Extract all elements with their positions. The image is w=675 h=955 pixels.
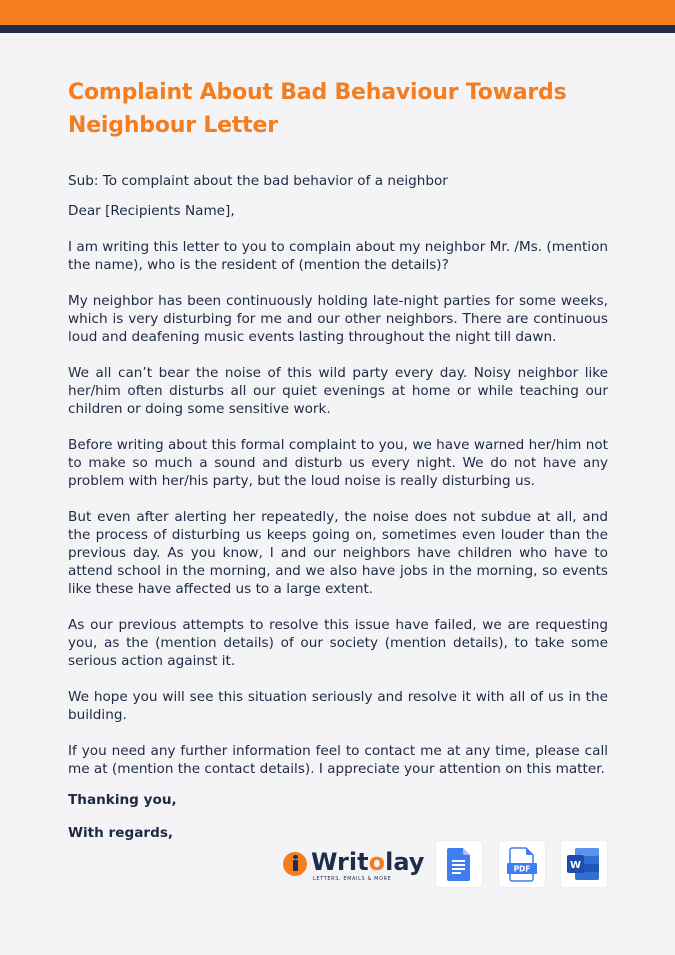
svg-text:W: W xyxy=(569,860,582,871)
letter-paragraph: If you need any further information feel to contact me at any time, please call me at (mention the contact details). I appreciate your attention on this matter. xyxy=(68,743,608,777)
header-navy-bar xyxy=(0,25,675,33)
letter-paragraph: Before writing about this formal complaint to you, we have warned her/him not to make so much a sound and disturb us every night. We do not have any problem with her/his party, but the loud noise is really disturbing us. xyxy=(68,437,608,489)
header-accent-bar xyxy=(0,0,675,25)
letter-closing: Thanking you, xyxy=(68,792,177,808)
letter-title: Complaint About Bad Behaviour Towards Neighbour Letter xyxy=(68,80,567,138)
letter-paragraph: I am writing this letter to you to complain about my neighbor Mr. /Ms. (mention the name), who is the resident of (mention the details)? xyxy=(68,239,608,273)
svg-text:PDF: PDF xyxy=(513,864,531,874)
word-icon xyxy=(561,841,607,887)
google-docs-icon xyxy=(436,841,482,887)
google-docs-download-button[interactable] xyxy=(436,841,482,887)
letter-body xyxy=(68,76,608,842)
letter-subject: Sub: To complaint about the bad behavior of a neighbor xyxy=(68,173,448,189)
brand-tagline: LETTERS, EMAILS & MORE xyxy=(313,876,392,882)
writolay-logo[interactable] xyxy=(283,848,425,882)
brand-name: Writolay xyxy=(311,848,425,876)
pdf-download-button[interactable] xyxy=(499,841,545,887)
letter-paragraph: My neighbor has been continuously holding late-night parties for some weeks, which is very disturbing for me and our other neighbors. There are continuous loud and deafening music events lasting throughout the night till dawn. xyxy=(68,293,608,345)
word-download-button[interactable] xyxy=(561,841,607,887)
letter-greeting: Dear [Recipients Name], xyxy=(68,203,235,219)
letter-paragraph: As our previous attempts to resolve this issue have failed, we are requesting you, as the (mention details) of our society (mention details), to take some serious action against it. xyxy=(68,617,608,669)
pdf-icon xyxy=(499,841,545,887)
letter-signoff: With regards, xyxy=(68,825,174,841)
writolay-logo-icon xyxy=(283,852,307,876)
letter-paragraph: We hope you will see this situation seriously and resolve it with all of us in the building. xyxy=(68,689,608,723)
letter-paragraph: We all can’t bear the noise of this wild party every day. Noisy neighbor like her/him often disturbs all our quiet evenings at home or while teaching our children or doing some sensitive work. xyxy=(68,365,608,417)
letter-paragraph: But even after alerting her repeatedly, the noise does not subdue at all, and the process of disturbing us keeps going on, sometimes even louder than the previous day. As you know, I and our neighbors have children who have to attend school in the morning, and we also have jobs in the morning, so events like these have affected us to a large extent. xyxy=(68,509,608,597)
